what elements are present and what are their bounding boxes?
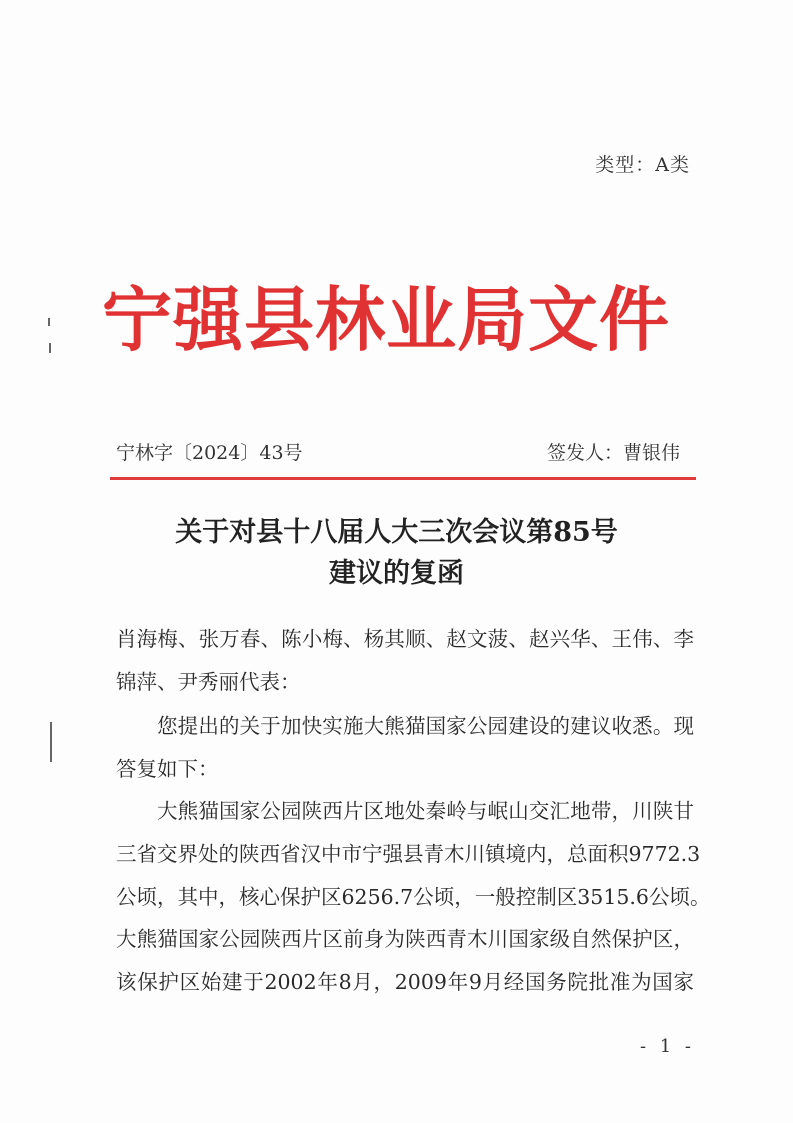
body-line: 答复如下： xyxy=(116,757,219,781)
document-number: 宁林字〔2024〕43号 xyxy=(116,442,303,464)
page-number: - 1 - xyxy=(639,1036,695,1057)
body-line: 您提出的关于加快实施大熊猫国家公园建设的建议收悉。现 xyxy=(157,714,694,738)
body-line: 大熊猫国家公园陕西片区前身为陕西青木川国家级自然保护区， xyxy=(116,927,694,951)
document-title-line-2: 建议的复函 xyxy=(329,558,464,589)
scan-mark xyxy=(49,343,51,353)
body-line: 肖海梅、张万春、陈小梅、杨其顺、赵文菠、赵兴华、王伟、李 xyxy=(116,627,694,651)
scan-mark xyxy=(50,722,52,762)
body-line: 该保护区始建于2002年8月，2009年9月经国务院批准为国家 xyxy=(116,970,694,994)
body-line: 大熊猫国家公园陕西片区地处秦岭与岷山交汇地带，川陕甘 xyxy=(157,799,694,823)
scan-mark xyxy=(48,318,50,326)
document-meta-row xyxy=(116,438,692,468)
document-type-label: 类型：A类 xyxy=(595,154,690,176)
body-line: 公顷，其中，核心保护区6256.7公顷，一般控制区3515.6公顷。 xyxy=(116,885,711,909)
document-header-title: 宁强县林业局文件 xyxy=(102,279,670,361)
body-line: 锦萍、尹秀丽代表： xyxy=(116,670,301,694)
document-signer: 签发人：曹银伟 xyxy=(546,442,680,464)
body-line: 三省交界处的陕西省汉中市宁强县青木川镇境内，总面积9772.3 xyxy=(116,842,701,866)
document-title-line-1: 关于对县十八届人大三次会议第85号 xyxy=(175,517,618,548)
header-red-divider xyxy=(110,477,696,480)
